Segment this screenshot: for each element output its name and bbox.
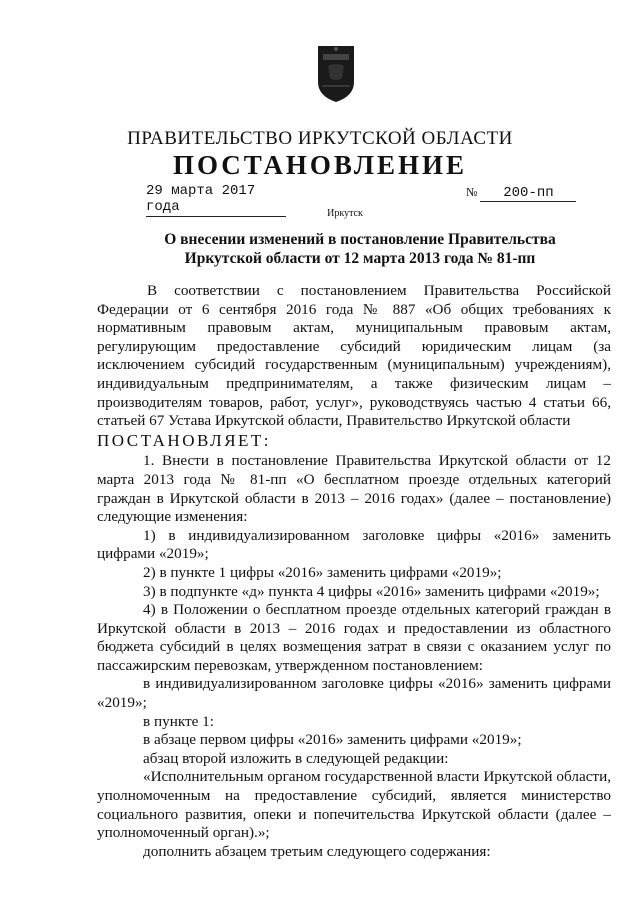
document-number: 200-пп xyxy=(480,185,576,202)
item-paragraph: в абзаце первом цифры «2016» заменить цифрами «2019»; xyxy=(143,731,522,749)
government-name: ПРАВИТЕЛЬСТВО ИРКУТСКОЙ ОБЛАСТИ xyxy=(127,128,513,149)
item-paragraph: «Исполнительным органом государственной власти Иркутской области, уполномоченным на предоставление субсидий, является министерство социального развития, опеки и попечительства Иркутской области (далее – уполномоченный орган).»; xyxy=(97,768,611,842)
resolves-heading: ПОСТАНОВЛЯЕТ: xyxy=(97,430,272,450)
item-paragraph: дополнить абзацем третьим следующего содержания: xyxy=(143,842,491,860)
document-type-title: ПОСТАНОВЛЕНИЕ xyxy=(172,150,468,180)
item-paragraph: 4) в Положении о бесплатном проезде отдельных категорий граждан в Иркутской области в 2013 – 2016 годах и предоставлении из областного бюджета субсидий в целях возмещения затрат в связи с оказанием услуг по пассажирским перевозкам, утвержденном постановлением: xyxy=(97,601,611,674)
city-name: Иркутск xyxy=(327,208,363,219)
document-body xyxy=(97,282,611,861)
coat-of-arms-emblem xyxy=(316,42,356,104)
item-paragraph: 1. Внести в постановление Правительства Иркутской области от 12 марта 2013 года № 81-пп «О бесплатном проезде отдельных категорий граждан в Иркутской области в 2013 – 2016 годах» (далее – постановление) следующие изменения: xyxy=(97,452,611,526)
document-subject: О внесении изменений в постановление Правительства Иркутской области от 12 марта 2013 года № 81-пп xyxy=(164,231,556,267)
item-paragraph: 1) в индивидуализированном заголовке цифры «2016» заменить цифрами «2019»; xyxy=(97,526,611,563)
document-number-block xyxy=(466,185,576,202)
item-paragraph: 3) в подпункте «д» пункта 4 цифры «2016» заменить цифрами «2019»; xyxy=(143,582,600,600)
preamble-paragraph: В соответствии с постановлением Правительства Российской Федерации от 6 сентября 2016 года № 887 «Об общих требованиях к нормативным правовым актам, муниципальным правовым актам, регулирующим предоставление субсидий юридическим лицам (за исключением субсидий государственным (муниципальным) учреждениям), индивидуальным предпринимателям, а также физическим лицам – производителям товаров, работ, услуг», руководствуясь частью 4 статьи 66, статьей 67 Устава Иркутской области, Правительство Иркутской области xyxy=(97,282,611,430)
item-paragraph: абзац второй изложить в следующей редакции: xyxy=(143,749,449,767)
number-sign: № xyxy=(466,185,478,199)
item-paragraph: в пункте 1: xyxy=(143,712,214,730)
document-date: 29 марта 2017 года xyxy=(146,183,286,217)
item-paragraph: 2) в пункте 1 цифры «2016» заменить цифрами «2019»; xyxy=(143,563,502,581)
item-paragraph: в индивидуализированном заголовке цифры «2016» заменить цифрами «2019»; xyxy=(97,675,611,712)
